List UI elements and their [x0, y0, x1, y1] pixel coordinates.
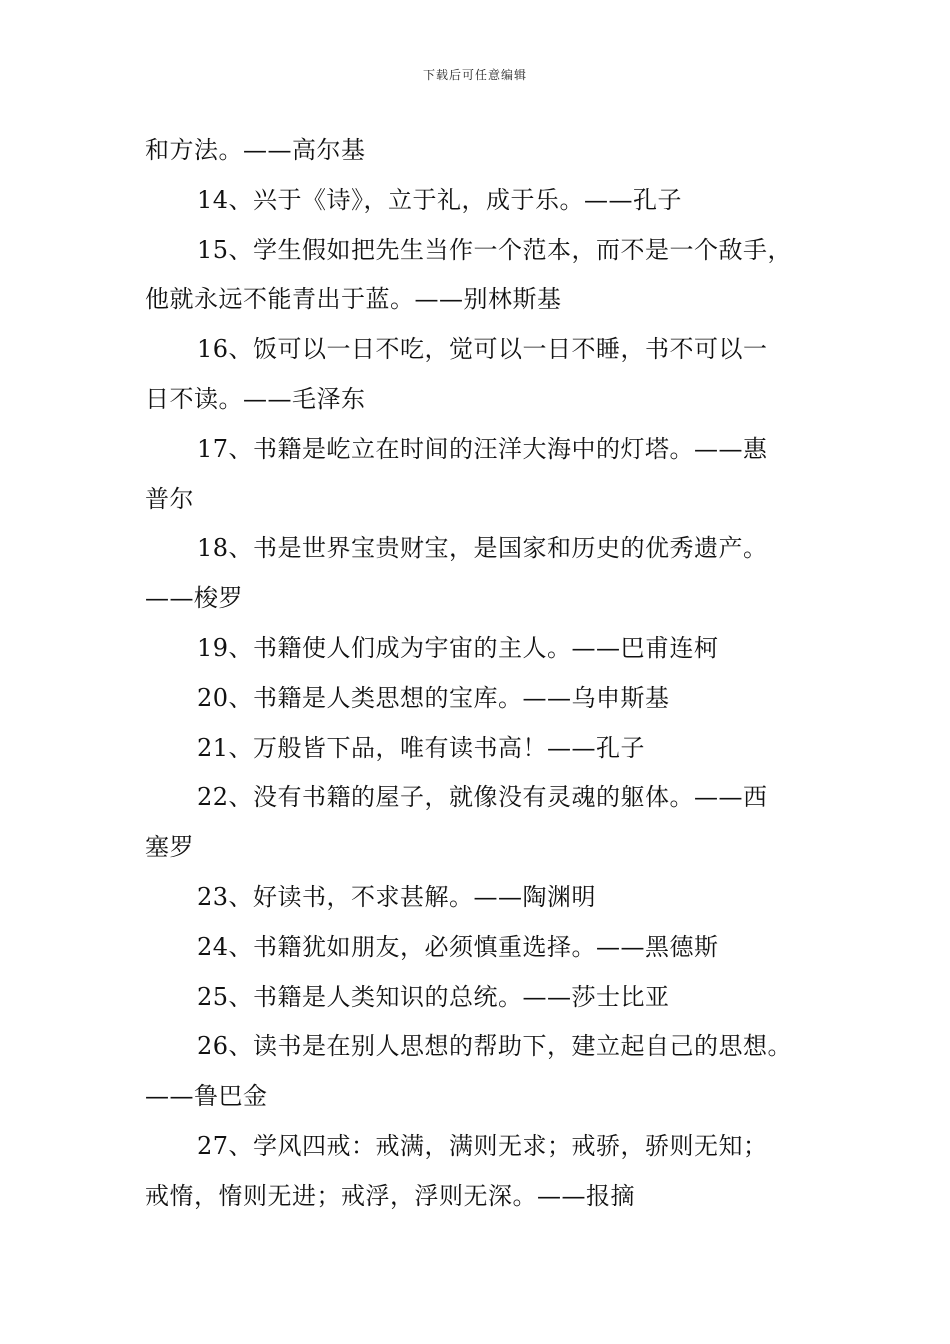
text-line: 24、书籍犹如朋友，必须慎重选择。——黑德斯	[197, 932, 719, 961]
quote-16	[145, 325, 835, 425]
text-line: 20、书籍是人类思想的宝库。——乌申斯基	[197, 683, 670, 712]
text-line: 18、书是世界宝贵财宝，是国家和历史的优秀遗产。	[197, 534, 768, 563]
text-line: ——梭罗	[145, 584, 243, 613]
text-line: 日不读。——毛泽东	[145, 384, 366, 413]
quote-20	[145, 674, 835, 724]
document-body	[145, 126, 835, 1222]
text-line: 27、学风四戒：戒满，满则无求；戒骄，骄则无知；	[197, 1131, 768, 1160]
text-line: 15、学生假如把先生当作一个范本，而不是一个敌手，	[197, 235, 793, 264]
text-line: 26、读书是在别人思想的帮助下，建立起自己的思想。	[197, 1032, 793, 1061]
quote-18	[145, 524, 835, 624]
text-line: 16、饭可以一日不吃，觉可以一日不睡，书不可以一	[197, 335, 768, 364]
quote-27	[145, 1122, 835, 1222]
quote-19	[145, 624, 835, 674]
text-line: 17、书籍是屹立在时间的汪洋大海中的灯塔。——惠	[197, 434, 768, 463]
text-line: 他就永远不能青出于蓝。——别林斯基	[145, 285, 562, 314]
text-line: 19、书籍使人们成为宇宙的主人。——巴甫连柯	[197, 633, 719, 662]
page-header: 下载后可任意编辑	[422, 68, 527, 82]
text-line: 23、好读书，不求甚解。——陶渊明	[197, 882, 597, 911]
text-line: 25、书籍是人类知识的总统。——莎士比亚	[197, 982, 670, 1011]
quote-22	[145, 773, 835, 873]
text-line: 普尔	[145, 484, 194, 513]
quote-15	[145, 226, 835, 326]
paragraph-continuation	[145, 126, 835, 176]
text-line: ——鲁巴金	[145, 1082, 268, 1111]
text-line: 戒惰，惰则无进；戒浮，浮则无深。——报摘	[145, 1181, 635, 1210]
quote-23	[145, 873, 835, 923]
quote-26	[145, 1022, 835, 1122]
text-line: 14、兴于《诗》，立于礼，成于乐。——孔子	[197, 185, 683, 214]
quote-14	[145, 176, 835, 226]
quote-25	[145, 973, 835, 1023]
text-line: 塞罗	[145, 833, 194, 862]
quote-17	[145, 425, 835, 525]
quote-24	[145, 923, 835, 973]
text-line: 22、没有书籍的屋子，就像没有灵魂的躯体。——西	[197, 783, 768, 812]
text-line: 21、万般皆下品，唯有读书高！——孔子	[197, 733, 646, 762]
quote-21	[145, 724, 835, 774]
text-line: 和方法。——高尔基	[145, 136, 366, 164]
